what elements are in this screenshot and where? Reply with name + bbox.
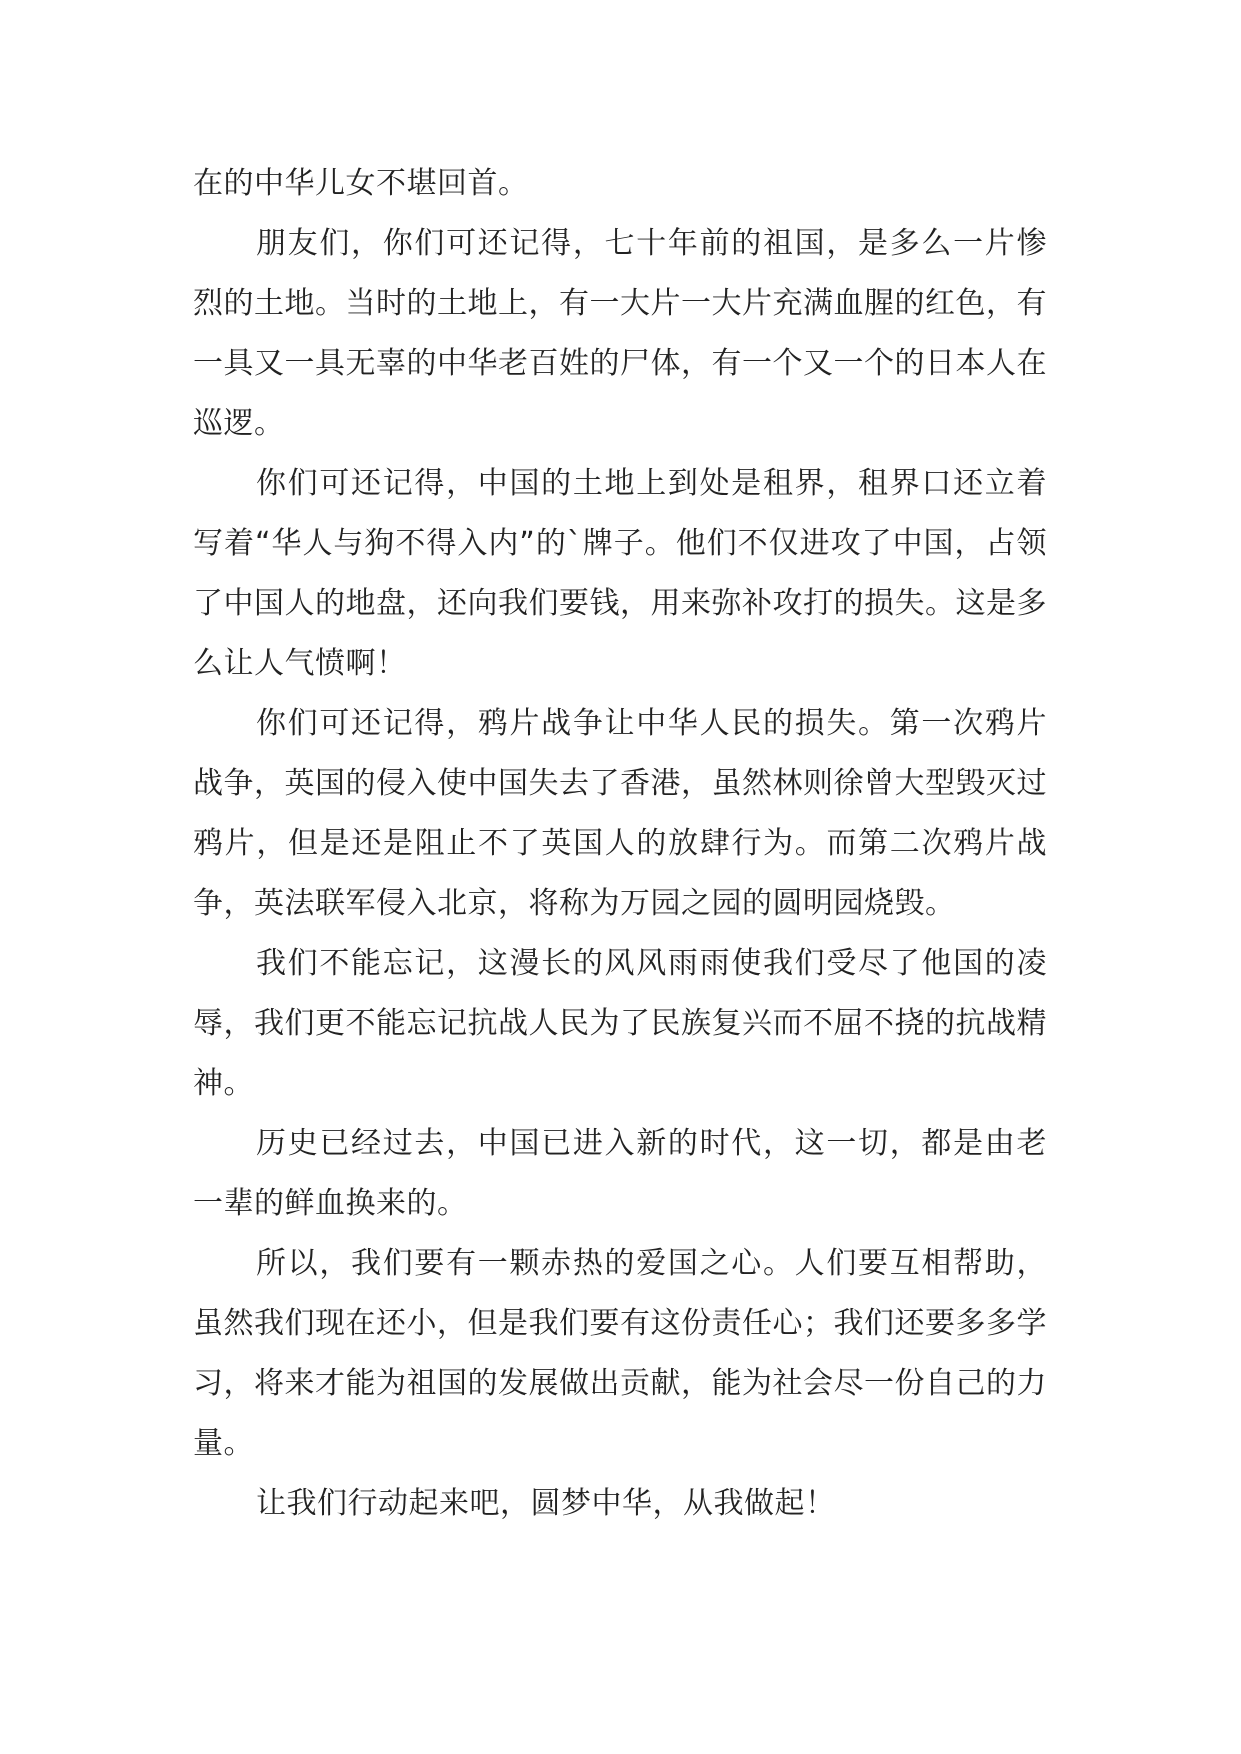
paragraph-2: 朋友们，你们可还记得，七十年前的祖国，是多么一片惨烈的土地。当时的土地上，有一大片一大片充满血腥的红色，有一具又一具无辜的中华老百姓的尸体，有一个又一个的日本人在巡逻。 bbox=[193, 226, 1047, 441]
paragraph-4: 你们可还记得，鸦片战争让中华人民的损失。第一次鸦片战争，英国的侵入使中国失去了香港，虽然林则徐曾大型毁灭过鸦片，但是还是阻止不了英国人的放肆行为。而第二次鸦片战争，英法联军侵入北京，将称为万园之园的圆明园烧毁。 bbox=[193, 706, 1047, 921]
paragraph-3: 你们可还记得，中国的土地上到处是租界，租界口还立着写着“华人与狗不得入内”的`牌子。他们不仅进攻了中国，占领了中国人的地盘，还向我们要钱，用来弥补攻打的损失。这是多么让人气愤啊！ bbox=[193, 466, 1047, 681]
paragraph-7: 所以，我们要有一颗赤热的爱国之心。人们要互相帮助，虽然我们现在还小，但是我们要有这份责任心；我们还要多多学习，将来才能为祖国的发展做出贡献，能为社会尽一份自己的力量。 bbox=[193, 1246, 1047, 1461]
paragraph-1: 在的中华儿女不堪回首。 bbox=[193, 166, 529, 201]
document-body bbox=[193, 154, 1047, 1534]
paragraph-8: 让我们行动起来吧，圆梦中华，从我做起！ bbox=[256, 1486, 836, 1521]
paragraph-6: 历史已经过去，中国已进入新的时代，这一切，都是由老一辈的鲜血换来的。 bbox=[193, 1126, 1047, 1221]
paragraph-5: 我们不能忘记，这漫长的风风雨雨使我们受尽了他国的凌辱，我们更不能忘记抗战人民为了民族复兴而不屈不挠的抗战精神。 bbox=[193, 946, 1047, 1101]
